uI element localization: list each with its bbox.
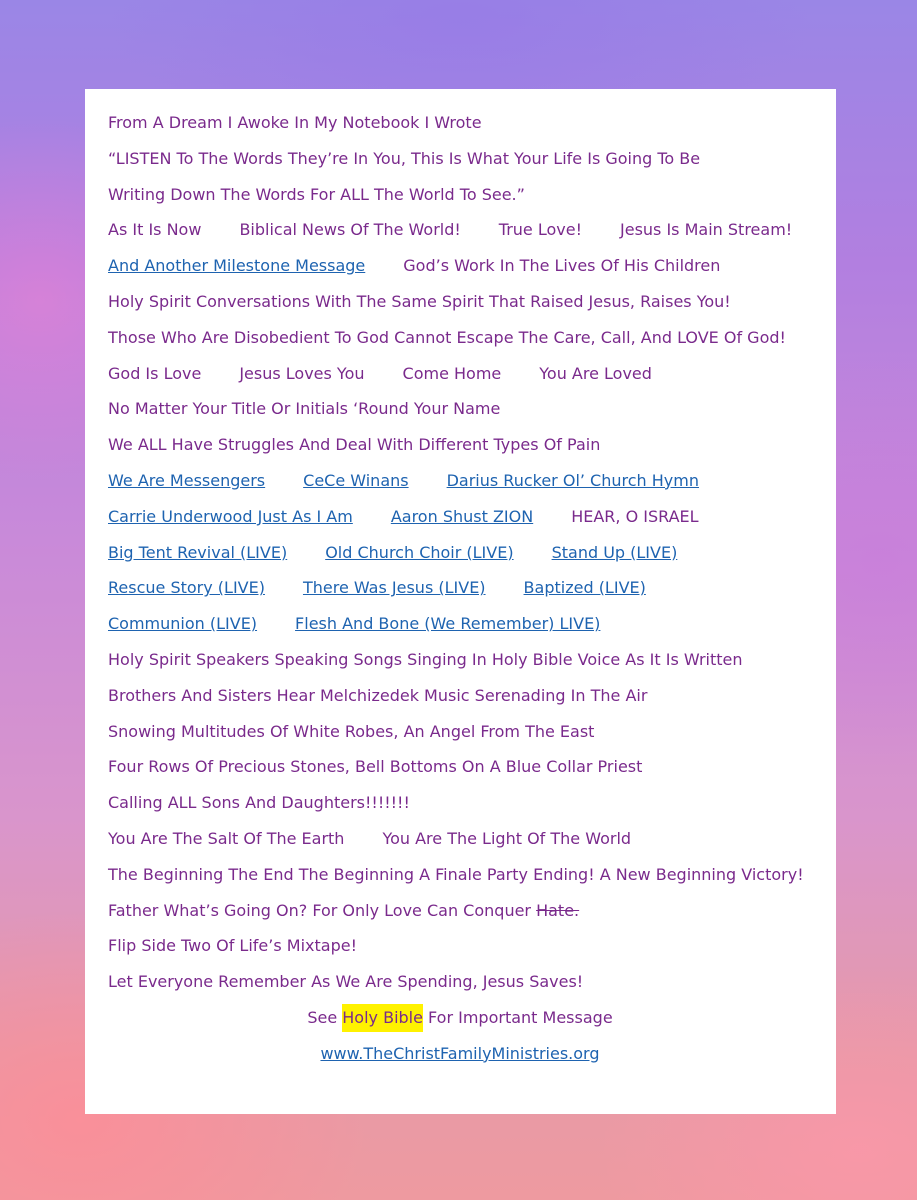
phrase-jesus-loves-you: Jesus Loves You — [239, 363, 365, 383]
big-tent-revival-link[interactable]: Big Tent Revival (LIVE) — [108, 542, 288, 562]
poem-line-18 — [108, 718, 826, 754]
poem-panel — [85, 89, 836, 1114]
poem-line-3 — [108, 181, 826, 217]
line-text: We ALL Have Struggles And Deal With Different Types Of Pain — [108, 435, 601, 455]
line-text: From A Dream I Awoke In My Notebook I Wrote — [108, 113, 482, 132]
phrase-you-are-loved: You Are Loved — [539, 363, 652, 383]
poem-line-21 — [108, 825, 826, 861]
phrase-come-home: Come Home — [402, 363, 502, 383]
poem-line-5 — [108, 252, 826, 288]
poem-line-13 — [108, 539, 826, 575]
line-text: The Beginning The End The Beginning A Finale Party Ending! A New Beginning Victory! — [108, 864, 804, 884]
darius-rucker-link[interactable]: Darius Rucker Ol’ Church Hymn — [446, 470, 699, 490]
line-text: Snowing Multitudes Of White Robes, An Angel From The East — [108, 721, 595, 741]
line-text: See — [307, 1007, 343, 1027]
cece-winans-link[interactable]: CeCe Winans — [303, 470, 409, 490]
poem-line-6 — [108, 288, 826, 324]
line-text: Father What’s Going On? For Only Love Can Conquer — [108, 900, 537, 920]
poem-line-2 — [108, 145, 826, 181]
there-was-jesus-link[interactable]: There Was Jesus (LIVE) — [302, 578, 486, 598]
aaron-shust-link[interactable]: Aaron Shust ZION — [390, 506, 534, 526]
line-text: Flip Side Two Of Life’s Mixtape! — [108, 936, 357, 956]
poem-line-20 — [108, 789, 826, 825]
phrase-biblical-news: Biblical News Of The World! — [239, 220, 461, 240]
line-text: Let Everyone Remember As We Are Spending, Jesus Saves! — [108, 972, 584, 992]
poem-line-26 — [108, 1004, 826, 1040]
line-text: God’s Work In The Lives Of His Children — [403, 256, 721, 276]
phrase-salt-of-the-earth: You Are The Salt Of The Earth — [108, 828, 345, 848]
poem-line-27 — [108, 1040, 826, 1076]
line-text: For Important Message — [422, 1007, 613, 1027]
communion-link[interactable]: Communion (LIVE) — [108, 614, 258, 634]
line-text: Calling ALL Sons And Daughters!!!!!!! — [108, 793, 410, 813]
phrase-light-of-the-world: You Are The Light Of The World — [382, 828, 632, 848]
line-text: Writing Down The Words For ALL The World To See.” — [108, 184, 525, 204]
poem-line-16 — [108, 646, 826, 682]
poem-line-4 — [108, 216, 826, 252]
poem-line-24 — [108, 932, 826, 968]
poem-line-22 — [108, 861, 826, 897]
poem-body — [108, 109, 826, 1076]
poem-line-15 — [108, 610, 826, 646]
poem-line-1 — [108, 109, 826, 145]
stand-up-link[interactable]: Stand Up (LIVE) — [551, 542, 678, 562]
struck-word: Hate. — [536, 900, 580, 920]
poem-line-9 — [108, 395, 826, 431]
phrase-god-is-love: God Is Love — [108, 363, 202, 383]
highlighted-holy-bible: Holy Bible — [342, 1004, 423, 1032]
rescue-story-link[interactable]: Rescue Story (LIVE) — [108, 578, 265, 598]
poem-line-12 — [108, 503, 826, 539]
flesh-and-bone-link[interactable]: Flesh And Bone (We Remember) LIVE) — [295, 614, 601, 634]
line-text: Brothers And Sisters Hear Melchizedek Music Serenading In The Air — [108, 685, 648, 705]
poem-line-17 — [108, 682, 826, 718]
poem-line-11 — [108, 467, 826, 503]
line-text: “LISTEN To The Words They’re In You, This Is What Your Life Is Going To Be — [108, 148, 701, 168]
phrase-as-it-is-now: As It Is Now — [108, 220, 202, 240]
poem-line-19 — [108, 753, 826, 789]
poem-line-7 — [108, 324, 826, 360]
poem-line-25 — [108, 968, 826, 1004]
phrase-jesus-main-stream: Jesus Is Main Stream! — [620, 220, 793, 240]
hear-o-israel-text: HEAR, O ISRAEL — [571, 506, 699, 526]
phrase-true-love: True Love! — [498, 220, 582, 240]
milestone-message-link[interactable]: And Another Milestone Message — [108, 256, 366, 276]
we-are-messengers-link[interactable]: We Are Messengers — [108, 470, 266, 490]
line-text: Holy Spirit Conversations With The Same Spirit That Raised Jesus, Raises You! — [108, 291, 731, 311]
ministry-website-link[interactable]: www.TheChristFamilyMinistries.org — [320, 1043, 600, 1063]
poem-line-23 — [108, 897, 826, 933]
line-text: No Matter Your Title Or Initials ‘Round Your Name — [108, 399, 501, 419]
poem-line-10 — [108, 431, 826, 467]
line-text: Four Rows Of Precious Stones, Bell Bottoms On A Blue Collar Priest — [108, 757, 643, 777]
line-text: Those Who Are Disobedient To God Cannot Escape The Care, Call, And LOVE Of God! — [108, 327, 786, 347]
line-text: Holy Spirit Speakers Speaking Songs Singing In Holy Bible Voice As It Is Written — [108, 649, 743, 669]
old-church-choir-link[interactable]: Old Church Choir (LIVE) — [325, 542, 514, 562]
carrie-underwood-link[interactable]: Carrie Underwood Just As I Am — [108, 506, 353, 526]
poem-line-8 — [108, 360, 826, 396]
poem-line-14 — [108, 574, 826, 610]
baptized-link[interactable]: Baptized (LIVE) — [523, 578, 646, 598]
